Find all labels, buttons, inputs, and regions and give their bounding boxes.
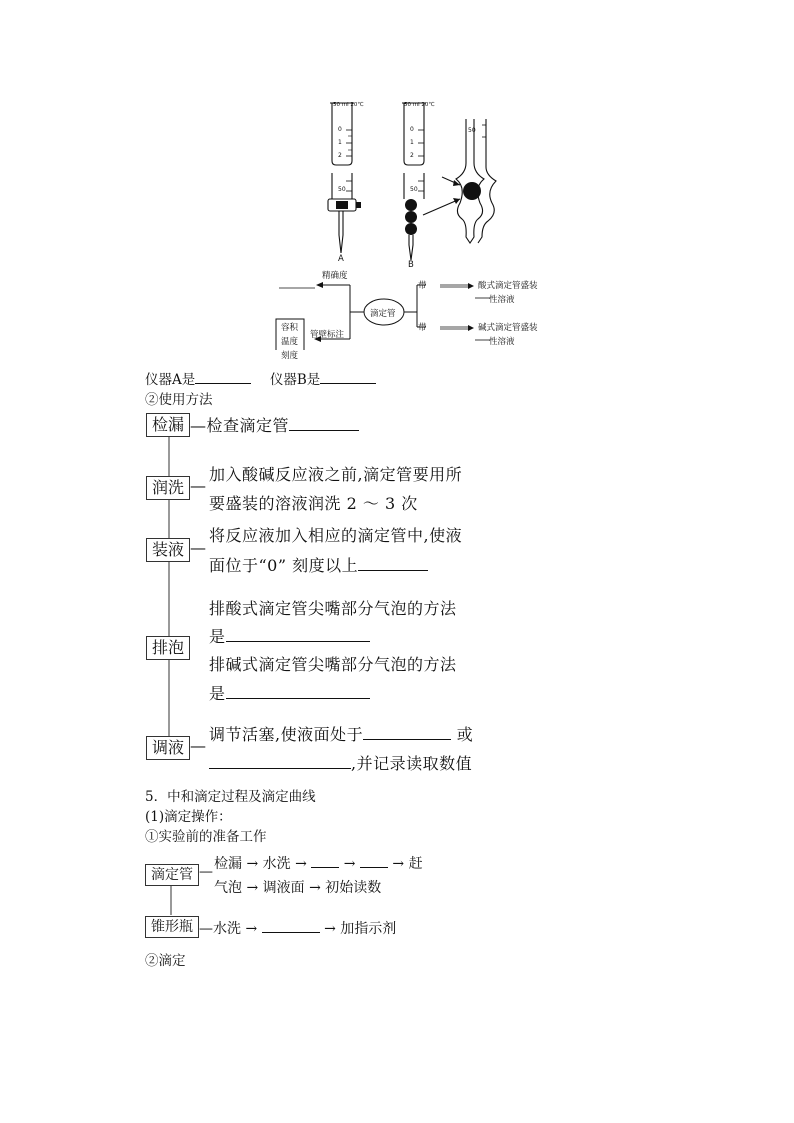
marking-item-temperature: 温度	[281, 337, 299, 347]
acid-bubble-blank[interactable]	[226, 627, 370, 642]
tick-1-b: 1	[410, 139, 414, 146]
base-buret-line2: 性溶液	[489, 337, 515, 347]
prep-dash-1: —	[199, 864, 213, 880]
step-bubble-line3: 排碱式滴定管尖嘴部分气泡的方法	[209, 655, 457, 674]
buret-a-bottom	[328, 173, 361, 253]
prep-row3: —水洗 → → 加指示剂	[199, 918, 396, 938]
buret-diagram	[270, 95, 560, 350]
adjust-blank-1[interactable]	[363, 725, 451, 740]
tick-0-a: 0	[338, 126, 342, 133]
tick-50-a: 50	[338, 186, 346, 193]
section-5-heading: 5．中和滴定过程及滴定曲线	[145, 789, 316, 805]
step-fill-line2-wrap: 面位于“0” 刻度以上	[209, 553, 428, 576]
step-adjust-line1-wrap: 调节活塞,使液面处于 或	[209, 725, 474, 744]
step-adjust-dash: —	[190, 736, 207, 755]
sub-1a-heading: ①实验前的准备工作	[145, 829, 267, 845]
tick-1-a: 1	[338, 139, 342, 146]
marking-label: 管壁标注	[310, 330, 345, 340]
instrument-line	[145, 368, 376, 388]
sub-1-heading: (1)滴定操作：	[145, 809, 232, 825]
step-box-fill: 装液	[146, 538, 190, 562]
step-rinse-line1: 加入酸碱反应液之前,滴定管要用所	[209, 465, 463, 484]
buret-a-letter: A	[338, 254, 344, 264]
buret-center-label: 滴定管	[370, 309, 396, 319]
step-bubble-line4-wrap: 是	[209, 681, 370, 704]
step-fill-dash: —	[190, 538, 207, 557]
instrument-b-blank[interactable]	[320, 369, 376, 384]
prep-box-flask: 锥形瓶	[145, 916, 199, 938]
step-leak-check-text: —检查滴定管	[190, 413, 359, 436]
usage-heading: ②使用方法	[145, 392, 213, 408]
buret-b-letter: B	[408, 260, 414, 270]
prep-blank-2[interactable]	[360, 853, 388, 868]
instrument-a-prefix: 仪器A是	[145, 372, 196, 388]
step-box-leak-check: 检漏	[146, 413, 190, 437]
buret-zoom-view	[442, 119, 496, 243]
step-box-adjust: 调液	[146, 736, 190, 760]
leak-check-blank[interactable]	[289, 416, 359, 431]
base-buret-line1: 碱式滴定管盛装	[478, 323, 538, 333]
step-box-rinse: 润洗	[146, 476, 190, 500]
tick-50-zoom: 50	[468, 127, 476, 134]
instrument-a-blank[interactable]	[195, 369, 251, 384]
step-box-bubble: 排泡	[146, 636, 190, 660]
step-bubble-line2-wrap: 是	[209, 624, 370, 647]
prep-connector	[170, 885, 172, 915]
tick-0-b: 0	[410, 126, 414, 133]
step-fill-line1: 将反应液加入相应的滴定管中,使液	[209, 526, 463, 545]
base-bubble-blank[interactable]	[226, 684, 370, 699]
marking-item-scale: 刻度	[281, 351, 299, 361]
buret-b-top	[402, 103, 426, 165]
prep-box-buret: 滴定管	[145, 864, 199, 886]
buret-a-capacity-label: 50 ml 20℃	[333, 102, 364, 108]
tick-2-b: 2	[410, 152, 414, 159]
prep-row1: 检漏 → 水洗 → → → 赶	[214, 853, 423, 873]
step-rinse-line2: 要盛装的溶液润洗 2 ～ 3 次	[209, 494, 418, 513]
buret-b-capacity-label: 50 ml 20℃	[404, 102, 435, 108]
acid-buret-line2: 性溶液	[489, 295, 515, 305]
marking-item-capacity: 容积	[281, 323, 299, 333]
step-bubble-line1: 排酸式滴定管尖嘴部分气泡的方法	[209, 599, 457, 618]
adjust-blank-2[interactable]	[209, 754, 351, 769]
dai-label-1: 带	[418, 281, 427, 291]
acid-buret-line1: 酸式滴定管盛装	[478, 281, 538, 291]
dai-label-2: 带	[418, 323, 427, 333]
step-rinse-dash: —	[190, 476, 207, 495]
prep-blank-3[interactable]	[262, 918, 320, 933]
tick-2-a: 2	[338, 152, 342, 159]
prep-blank-1[interactable]	[311, 853, 339, 868]
step-adjust-line2-wrap: ,并记录读取数值	[209, 751, 472, 774]
accuracy-label: 精确度	[322, 271, 348, 281]
instrument-b-prefix: 仪器B是	[269, 372, 321, 388]
tick-50-b: 50	[410, 186, 418, 193]
buret-a-top	[330, 103, 354, 165]
prep-row2: 气泡 → 调液面 → 初始读数	[214, 880, 382, 896]
fill-blank[interactable]	[358, 556, 428, 571]
sub-2-heading: ②滴定	[145, 953, 186, 969]
